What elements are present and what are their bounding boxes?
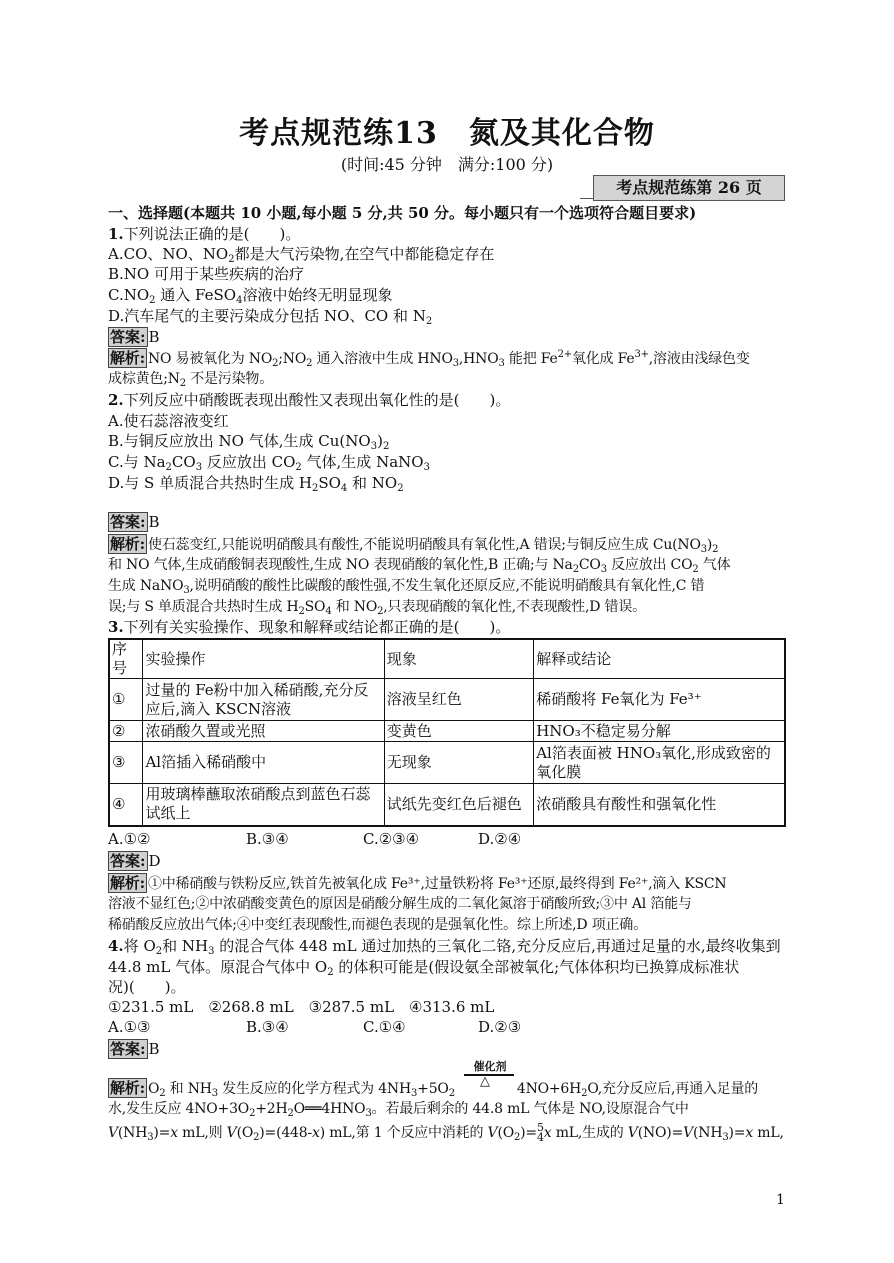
q3-analysis-line3: 稀硝酸反应放出气体;④中变红表现酸性,而褪色表现的是强氧化性。综上所述,D 项正确。 (108, 917, 647, 933)
q4-answer (108, 1039, 788, 1059)
question-3-stem (108, 617, 788, 637)
operation-cell: 过量的 Fe粉中加入稀硝酸,充分反应后,滴入 KSCN溶液 (143, 679, 384, 721)
question-2-stem (108, 390, 788, 410)
analysis-tag: 解析: (110, 874, 145, 892)
row-number: ③ (109, 742, 143, 784)
answer-tag: 答案: (110, 852, 146, 870)
q4-option-b: B.③④ (246, 1018, 289, 1036)
q1-option-a: A.CO、NO、$NO_2$都是大气污染物,在空气中都能稳定存在 (108, 245, 495, 265)
q1-answer (108, 327, 788, 347)
q2-option-d: D.与 S 单质混合共热时生成 $H_2SO_4$ 和 $NO_2$ (108, 474, 404, 494)
header-cell: 序号 (109, 639, 143, 679)
q3-analysis-line1 (108, 873, 788, 894)
table-row (109, 742, 785, 784)
header-cell: 实验操作 (143, 639, 384, 679)
answer-value: B (148, 328, 160, 346)
q1-option-c: $C.NO_2$ 通入 FeSO$_4$溶液中始终无明显现象 (108, 286, 393, 306)
q4-option-d: D.②③ (478, 1018, 522, 1036)
q3-answer (108, 851, 788, 871)
analysis-tag: 解析: (110, 535, 145, 553)
phenomenon-cell: 变黄色 (384, 721, 534, 742)
question-text: 下列反应中硝酸既表现出酸性又表现出氧化性的是( )。 (123, 391, 511, 409)
q4-choices: ①231.5 mL ②268.8 mL ③287.5 mL ④313.6 mL (108, 998, 495, 1016)
page-reference-box: 考点规范练第 26 页 (593, 175, 785, 201)
q2-analysis-line1: 解析: 使石蕊变红,只能说明硝酸具有酸性,不能说明硝酸具有氧化性,A 错误;与铜反应生成 $Cu(NO_3)_2$ (110, 535, 719, 555)
answer-tag: 答案: (110, 328, 146, 346)
question-number: 2. (108, 391, 124, 409)
question-4-line3: 况)( )。 (108, 978, 186, 996)
table-header-row (109, 639, 785, 679)
question-4-line2: 44.8 mL 气体。原混合气体中 $O_2$ 的体积可能是(假设氨全部被氧化;气体体积均已换算成标准状 (108, 958, 740, 978)
question-number: 4. (108, 937, 124, 955)
operation-cell: 用玻璃棒蘸取浓硝酸点到蓝色石蕊试纸上 (143, 784, 384, 826)
experiment-table (108, 638, 786, 827)
phenomenon-cell: 溶液呈红色 (384, 679, 534, 721)
section-heading: 一、选择题(本题共 10 小题,每小题 5 分,共 50 分。每小题只有一个选项符合题目要求) (108, 204, 697, 222)
catalyst-label: 催化剂 (473, 1060, 507, 1073)
q3-analysis-line2: 溶液不显红色;②中浓硝酸变黄色的原因是硝酸分解生成的二氧化氮溶于硝酸所致;③中 Al 箔能与 (108, 896, 692, 912)
table-row (109, 721, 785, 742)
q1-analysis-line2: 成棕黄色$;N_2$ 不是污染物。 (108, 371, 274, 389)
table-row (109, 784, 785, 826)
conclusion-cell: 稀硝酸将 Fe氧化为 Fe³⁺ (534, 679, 785, 721)
q3-option-a: A.①② (108, 830, 151, 848)
answer-value: B (148, 1040, 160, 1058)
q4-analysis-line3: $V(NH_3)=x$ mL,则 $V(O_2)=(448-x)$ mL,第 1 个反应中消耗的 $V(O_2)=5$ 4x mL,生成的 $V(NO)=V(NH_3)=x$ mL, (108, 1121, 784, 1144)
question-1-stem (108, 224, 788, 244)
q2-option-c: C.与 $Na_2CO_3$ 反应放出 $CO_2$ 气体,生成 NaNO$_3$ (108, 453, 430, 473)
operation-cell: Al箔插入稀硝酸中 (143, 742, 384, 784)
q1-analysis-line1: 解析: NO 易被氧化为 $NO_2;NO_2$ 通入溶液中生成 $HNO_3,HNO_3$ 能把 $Fe^{2+}$氧化成 $Fe^{3+}$,溶液由浅绿色变 (110, 349, 750, 369)
q4-analysis-line2: 水,发生反应 $4NO+3O_2+2H_2O══4HNO_3$。若最后剩余的 44.8 mL 气体是 NO,设原混合气中 (108, 1101, 689, 1119)
header-cell: 解释或结论 (534, 639, 785, 679)
page-title: 考点规范练13 氮及其化合物 (239, 116, 655, 151)
operation-cell: 浓硝酸久置或光照 (143, 721, 384, 742)
q2-answer (108, 512, 788, 532)
row-number: ④ (109, 784, 143, 826)
answer-value: D (148, 852, 161, 870)
q3-option-b: B.③④ (246, 830, 289, 848)
q4-analysis-line1: 解析: $O_2$ 和 $NH_3$ 发生反应的化学方程式为 $4NH_3+5O_2$ $4NO+6H_2O$,充分反应后,再通入足量的 (110, 1079, 759, 1099)
analysis-tag: 解析: (110, 1079, 145, 1097)
q4-option-a: A.①③ (108, 1018, 151, 1036)
question-4-line1: 4.将 $O_2$和 $NH_3$ 的混合气体 448 mL 通过加热的三氧化二铬,充分反应后,再通过足量的水,最终收集到 (108, 937, 781, 957)
phenomenon-cell: 无现象 (384, 742, 534, 784)
header-cell: 现象 (384, 639, 534, 679)
table-row (109, 679, 785, 721)
question-text: 下列有关实验操作、现象和解释或结论都正确的是( )。 (123, 618, 511, 636)
row-number: ② (109, 721, 143, 742)
conclusion-cell: HNO₃不稳定易分解 (534, 721, 785, 742)
conclusion-cell: 浓硝酸具有酸性和强氧化性 (534, 784, 785, 826)
q2-option-b: B.与铜反应放出 NO 气体,生成 $Cu(NO_3)_2$ (108, 432, 390, 452)
analysis-text: ①中稀硝酸与铁粉反应,铁首先被氧化成 Fe³⁺,过量铁粉将 Fe³⁺还原,最终得到 Fe²⁺,滴入 KSCN (147, 876, 727, 892)
q4-option-c: C.①④ (363, 1018, 406, 1036)
phenomenon-cell: 试纸先变红色后褪色 (384, 784, 534, 826)
divider (580, 198, 594, 199)
conclusion-cell: Al箔表面被 HNO₃氧化,形成致密的氧化膜 (534, 742, 785, 784)
q1-option-d: D.汽车尾气的主要污染成分包括 NO、CO 和 $N_2$ (108, 307, 433, 327)
q2-analysis-line4: 误;与 S 单质混合共热时生成 $H_2SO_4$ 和 $NO_2$,只表现硝酸的氧化性,不表现酸性,D 错误。 (108, 599, 646, 617)
q3-option-d: D.②④ (478, 830, 522, 848)
answer-tag: 答案: (110, 1040, 146, 1058)
page-number: 1 (776, 1192, 785, 1208)
q2-analysis-line2: 和 NO 气体,生成硝酸铜表现酸性,生成 NO 表现硝酸的氧化性,B 正确;与 $Na_2CO_3$ 反应放出 $CO_2$ 气体 (108, 557, 731, 575)
q3-option-c: C.②③④ (363, 830, 420, 848)
heat-symbol: △ (480, 1074, 490, 1089)
q1-option-b: B.NO 可用于某些疾病的治疗 (108, 265, 304, 283)
answer-tag: 答案: (110, 513, 146, 531)
question-text: 下列说法正确的是( )。 (123, 225, 301, 243)
answer-value: B (148, 513, 160, 531)
q2-analysis-line3: 生成 NaNO$_3$,说明硝酸的酸性比碳酸的酸性强,不发生氧化还原反应,不能说明硝酸具有氧化性,C 错 (108, 578, 705, 596)
row-number: ① (109, 679, 143, 721)
question-number: 1. (108, 225, 124, 243)
analysis-tag: 解析: (110, 349, 145, 367)
page-subtitle: (时间:45 分钟 满分:100 分) (340, 155, 554, 174)
question-number: 3. (108, 618, 124, 636)
fraction: 5 4 (536, 1121, 544, 1144)
q2-option-a: A.使石蕊溶液变红 (108, 412, 229, 430)
